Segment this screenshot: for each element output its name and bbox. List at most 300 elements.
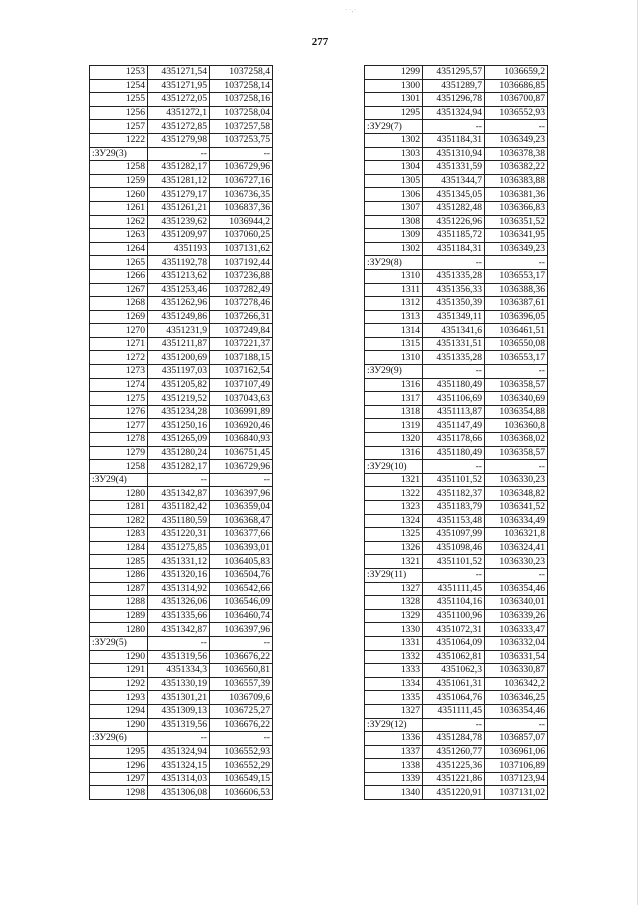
x-coordinate-cell: 4351282,17 bbox=[148, 161, 210, 175]
y-coordinate-cell: 1036727,16 bbox=[210, 174, 273, 188]
x-coordinate-cell: 4351282,17 bbox=[148, 460, 210, 474]
x-coordinate-cell: 4351282,48 bbox=[423, 201, 485, 215]
x-coordinate-cell: 4351331,59 bbox=[423, 161, 485, 175]
x-coordinate-cell: 4351279,17 bbox=[148, 188, 210, 202]
x-coordinate-cell: 4351319,56 bbox=[148, 650, 210, 664]
y-coordinate-cell: -- bbox=[210, 147, 273, 161]
x-coordinate-cell: -- bbox=[423, 568, 485, 582]
y-coordinate-cell: 1036944,2 bbox=[210, 215, 273, 229]
point-id-cell: 1263 bbox=[90, 229, 148, 243]
y-coordinate-cell: 1036340,01 bbox=[485, 596, 548, 610]
table-row bbox=[90, 555, 273, 569]
y-coordinate-cell: 1036751,45 bbox=[210, 446, 273, 460]
x-coordinate-cell: 4351272,1 bbox=[148, 106, 210, 120]
table-row bbox=[365, 473, 548, 487]
point-id-cell: 1293 bbox=[90, 691, 148, 705]
y-coordinate-cell: 1037282,49 bbox=[210, 283, 273, 297]
scan-edge-line bbox=[637, 0, 638, 905]
x-coordinate-cell: 4351061,31 bbox=[423, 677, 485, 691]
section-header-row bbox=[365, 256, 548, 270]
x-coordinate-cell: 4351330,19 bbox=[148, 677, 210, 691]
point-id-cell: 1340 bbox=[365, 786, 423, 800]
x-coordinate-cell: 4351272,05 bbox=[148, 93, 210, 107]
y-coordinate-cell: 1036920,46 bbox=[210, 419, 273, 433]
x-coordinate-cell: 4351335,28 bbox=[423, 269, 485, 283]
x-coordinate-cell: -- bbox=[423, 120, 485, 134]
point-id-cell: 1307 bbox=[365, 201, 423, 215]
point-id-cell: 1256 bbox=[90, 106, 148, 120]
y-coordinate-cell: 1037278,46 bbox=[210, 297, 273, 311]
y-coordinate-cell: -- bbox=[210, 636, 273, 650]
table-row bbox=[90, 215, 273, 229]
x-coordinate-cell: 4351205,82 bbox=[148, 378, 210, 392]
table-row bbox=[365, 229, 548, 243]
y-coordinate-cell: 1036397,96 bbox=[210, 623, 273, 637]
table-row bbox=[90, 772, 273, 786]
y-coordinate-cell: 1036324,41 bbox=[485, 541, 548, 555]
y-coordinate-cell: 1036334,49 bbox=[485, 514, 548, 528]
y-coordinate-cell: 1036729,96 bbox=[210, 161, 273, 175]
y-coordinate-cell: 1037258,4 bbox=[210, 66, 273, 80]
table-row bbox=[365, 283, 548, 297]
section-header-row bbox=[365, 365, 548, 379]
table-row bbox=[90, 365, 273, 379]
table-row bbox=[365, 691, 548, 705]
point-id-cell: 1295 bbox=[365, 106, 423, 120]
y-coordinate-cell: 1037107,49 bbox=[210, 378, 273, 392]
point-id-cell: :ЗУ29(5) bbox=[90, 636, 148, 650]
x-coordinate-cell: 4351185,72 bbox=[423, 229, 485, 243]
x-coordinate-cell: 4351220,91 bbox=[423, 786, 485, 800]
table-row bbox=[90, 79, 273, 93]
point-id-cell: 1222 bbox=[90, 133, 148, 147]
table-row bbox=[90, 297, 273, 311]
x-coordinate-cell: 4351250,16 bbox=[148, 419, 210, 433]
table-row bbox=[90, 174, 273, 188]
y-coordinate-cell: 1037236,88 bbox=[210, 269, 273, 283]
point-id-cell: 1299 bbox=[365, 66, 423, 80]
x-coordinate-cell: 4351097,99 bbox=[423, 528, 485, 542]
y-coordinate-cell: 1036368,47 bbox=[210, 514, 273, 528]
point-id-cell: 1302 bbox=[365, 242, 423, 256]
section-header-row bbox=[365, 718, 548, 732]
section-header-row bbox=[365, 460, 548, 474]
table-row bbox=[90, 433, 273, 447]
x-coordinate-cell: 4351225,36 bbox=[423, 759, 485, 773]
y-coordinate-cell: 1036368,02 bbox=[485, 433, 548, 447]
x-coordinate-cell: 4351349,11 bbox=[423, 310, 485, 324]
table-row bbox=[90, 93, 273, 107]
table-row bbox=[365, 310, 548, 324]
table-row bbox=[365, 419, 548, 433]
y-coordinate-cell: 1036729,96 bbox=[210, 460, 273, 474]
x-coordinate-cell: 4351180,49 bbox=[423, 378, 485, 392]
y-coordinate-cell: 1036348,82 bbox=[485, 487, 548, 501]
table-row bbox=[365, 174, 548, 188]
table-row bbox=[365, 623, 548, 637]
point-id-cell: 1310 bbox=[365, 269, 423, 283]
y-coordinate-cell: 1037258,04 bbox=[210, 106, 273, 120]
table-row bbox=[365, 188, 548, 202]
point-id-cell: 1321 bbox=[365, 473, 423, 487]
y-coordinate-cell: 1036659,2 bbox=[485, 66, 548, 80]
y-coordinate-cell: 1036388,36 bbox=[485, 283, 548, 297]
table-row bbox=[365, 745, 548, 759]
point-id-cell: 1258 bbox=[90, 161, 148, 175]
x-coordinate-cell: 4351101,52 bbox=[423, 473, 485, 487]
x-coordinate-cell: 4351324,94 bbox=[423, 106, 485, 120]
point-id-cell: 1334 bbox=[365, 677, 423, 691]
table-row bbox=[90, 188, 273, 202]
table-row bbox=[90, 514, 273, 528]
x-coordinate-cell: 4351231,9 bbox=[148, 324, 210, 338]
table-row bbox=[90, 759, 273, 773]
y-coordinate-cell: 1037106,89 bbox=[485, 759, 548, 773]
table-row bbox=[365, 201, 548, 215]
table-row bbox=[90, 786, 273, 800]
point-id-cell: 1311 bbox=[365, 283, 423, 297]
x-coordinate-cell: -- bbox=[148, 732, 210, 746]
y-coordinate-cell: 1036460,74 bbox=[210, 609, 273, 623]
y-coordinate-cell: 1036725,27 bbox=[210, 704, 273, 718]
point-id-cell: 1337 bbox=[365, 745, 423, 759]
x-coordinate-cell: 4351319,56 bbox=[148, 718, 210, 732]
x-coordinate-cell: 4351262,96 bbox=[148, 297, 210, 311]
table-row bbox=[365, 133, 548, 147]
point-id-cell: :ЗУ29(8) bbox=[365, 256, 423, 270]
table-row bbox=[90, 229, 273, 243]
x-coordinate-cell: 4351234,28 bbox=[148, 405, 210, 419]
table-row bbox=[90, 337, 273, 351]
y-coordinate-cell: 1037192,44 bbox=[210, 256, 273, 270]
point-id-cell: 1319 bbox=[365, 419, 423, 433]
table-row bbox=[365, 66, 548, 80]
y-coordinate-cell: 1036354,46 bbox=[485, 582, 548, 596]
table-row bbox=[90, 269, 273, 283]
table-row bbox=[90, 446, 273, 460]
y-coordinate-cell: 1036387,61 bbox=[485, 297, 548, 311]
x-coordinate-cell: 4351184,31 bbox=[423, 242, 485, 256]
x-coordinate-cell: 4351180,49 bbox=[423, 446, 485, 460]
point-id-cell: 1323 bbox=[365, 501, 423, 515]
point-id-cell: 1318 bbox=[365, 405, 423, 419]
table-row bbox=[90, 419, 273, 433]
point-id-cell: 1302 bbox=[365, 133, 423, 147]
point-id-cell: 1267 bbox=[90, 283, 148, 297]
y-coordinate-cell: 1036397,96 bbox=[210, 487, 273, 501]
section-header-row bbox=[90, 473, 273, 487]
y-coordinate-cell: -- bbox=[210, 732, 273, 746]
y-coordinate-cell: 1036549,15 bbox=[210, 772, 273, 786]
table-row bbox=[365, 487, 548, 501]
point-id-cell: 1277 bbox=[90, 419, 148, 433]
table-row bbox=[365, 732, 548, 746]
point-id-cell: 1280 bbox=[90, 487, 148, 501]
table-row bbox=[90, 133, 273, 147]
table-row bbox=[90, 120, 273, 134]
table-row bbox=[365, 772, 548, 786]
y-coordinate-cell: -- bbox=[485, 120, 548, 134]
point-id-cell: 1298 bbox=[90, 786, 148, 800]
point-id-cell: 1314 bbox=[365, 324, 423, 338]
point-id-cell: 1316 bbox=[365, 446, 423, 460]
y-coordinate-cell: 1036366,83 bbox=[485, 201, 548, 215]
y-coordinate-cell: 1036332,04 bbox=[485, 636, 548, 650]
y-coordinate-cell: 1037162,54 bbox=[210, 365, 273, 379]
x-coordinate-cell: 4351296,78 bbox=[423, 93, 485, 107]
point-id-cell: 1332 bbox=[365, 650, 423, 664]
point-id-cell: 1309 bbox=[365, 229, 423, 243]
point-id-cell: 1312 bbox=[365, 297, 423, 311]
y-coordinate-cell: 1036342,2 bbox=[485, 677, 548, 691]
section-header-row bbox=[365, 120, 548, 134]
table-row bbox=[90, 351, 273, 365]
point-id-cell: 1328 bbox=[365, 596, 423, 610]
point-id-cell: 1286 bbox=[90, 568, 148, 582]
coordinates-table-left bbox=[89, 65, 273, 800]
table-row bbox=[365, 392, 548, 406]
y-coordinate-cell: 1036961,06 bbox=[485, 745, 548, 759]
point-id-cell: 1285 bbox=[90, 555, 148, 569]
table-row bbox=[90, 528, 273, 542]
point-id-cell: 1306 bbox=[365, 188, 423, 202]
table-row bbox=[90, 745, 273, 759]
table-row bbox=[365, 337, 548, 351]
table-row bbox=[365, 650, 548, 664]
table-row bbox=[90, 677, 273, 691]
y-coordinate-cell: -- bbox=[485, 256, 548, 270]
y-coordinate-cell: 1036560,81 bbox=[210, 664, 273, 678]
point-id-cell: 1333 bbox=[365, 664, 423, 678]
x-coordinate-cell: 4351334,3 bbox=[148, 664, 210, 678]
x-coordinate-cell: 4351200,69 bbox=[148, 351, 210, 365]
point-id-cell: 1287 bbox=[90, 582, 148, 596]
table-row bbox=[90, 106, 273, 120]
x-coordinate-cell: 4351324,94 bbox=[148, 745, 210, 759]
point-id-cell: 1313 bbox=[365, 310, 423, 324]
point-id-cell: 1326 bbox=[365, 541, 423, 555]
y-coordinate-cell: 1036349,23 bbox=[485, 242, 548, 256]
table-row bbox=[90, 324, 273, 338]
point-id-cell: 1278 bbox=[90, 433, 148, 447]
point-id-cell: 1254 bbox=[90, 79, 148, 93]
point-id-cell: 1331 bbox=[365, 636, 423, 650]
x-coordinate-cell: 4351064,76 bbox=[423, 691, 485, 705]
point-id-cell: :ЗУ29(3) bbox=[90, 147, 148, 161]
x-coordinate-cell: 4351113,87 bbox=[423, 405, 485, 419]
point-id-cell: 1253 bbox=[90, 66, 148, 80]
point-id-cell: 1335 bbox=[365, 691, 423, 705]
point-id-cell: 1268 bbox=[90, 297, 148, 311]
point-id-cell: 1273 bbox=[90, 365, 148, 379]
table-row bbox=[365, 446, 548, 460]
point-id-cell: :ЗУ29(12) bbox=[365, 718, 423, 732]
y-coordinate-cell: 1036393,01 bbox=[210, 541, 273, 555]
x-coordinate-cell: -- bbox=[423, 460, 485, 474]
point-id-cell: 1305 bbox=[365, 174, 423, 188]
table-row bbox=[365, 501, 548, 515]
point-id-cell: 1321 bbox=[365, 555, 423, 569]
point-id-cell: :ЗУ29(11) bbox=[365, 568, 423, 582]
table-row bbox=[90, 582, 273, 596]
y-coordinate-cell: 1036552,29 bbox=[210, 759, 273, 773]
x-coordinate-cell: 4351335,66 bbox=[148, 609, 210, 623]
y-coordinate-cell: 1037258,14 bbox=[210, 79, 273, 93]
section-header-row bbox=[90, 147, 273, 161]
x-coordinate-cell: 4351342,87 bbox=[148, 623, 210, 637]
y-coordinate-cell: 1036358,57 bbox=[485, 378, 548, 392]
scan-marks: · ·‚· bbox=[345, 6, 357, 14]
point-id-cell: 1329 bbox=[365, 609, 423, 623]
y-coordinate-cell: 1036378,38 bbox=[485, 147, 548, 161]
point-id-cell: 1262 bbox=[90, 215, 148, 229]
x-coordinate-cell: 4351193 bbox=[148, 242, 210, 256]
y-coordinate-cell: 1036359,04 bbox=[210, 501, 273, 515]
table-row bbox=[365, 433, 548, 447]
y-coordinate-cell: 1036396,05 bbox=[485, 310, 548, 324]
table-row bbox=[365, 215, 548, 229]
table-row bbox=[365, 759, 548, 773]
x-coordinate-cell: 4351100,96 bbox=[423, 609, 485, 623]
y-coordinate-cell: 1036377,66 bbox=[210, 528, 273, 542]
y-coordinate-cell: 1036991,89 bbox=[210, 405, 273, 419]
x-coordinate-cell: -- bbox=[423, 365, 485, 379]
y-coordinate-cell: 1037043,63 bbox=[210, 392, 273, 406]
y-coordinate-cell: 1037257,58 bbox=[210, 120, 273, 134]
x-coordinate-cell: 4351098,46 bbox=[423, 541, 485, 555]
y-coordinate-cell: -- bbox=[485, 460, 548, 474]
point-id-cell: 1324 bbox=[365, 514, 423, 528]
table-row bbox=[365, 786, 548, 800]
x-coordinate-cell: 4351072,31 bbox=[423, 623, 485, 637]
y-coordinate-cell: 1036736,35 bbox=[210, 188, 273, 202]
table-row bbox=[365, 528, 548, 542]
y-coordinate-cell: 1036552,93 bbox=[485, 106, 548, 120]
x-coordinate-cell: 4351062,3 bbox=[423, 664, 485, 678]
table-row bbox=[365, 378, 548, 392]
x-coordinate-cell: 4351272,85 bbox=[148, 120, 210, 134]
point-id-cell: 1327 bbox=[365, 704, 423, 718]
x-coordinate-cell: 4351356,33 bbox=[423, 283, 485, 297]
x-coordinate-cell: 4351101,52 bbox=[423, 555, 485, 569]
point-id-cell: 1257 bbox=[90, 120, 148, 134]
point-id-cell: 1339 bbox=[365, 772, 423, 786]
section-header-row bbox=[365, 568, 548, 582]
y-coordinate-cell: 1037258,16 bbox=[210, 93, 273, 107]
table-row bbox=[90, 460, 273, 474]
y-coordinate-cell: 1036837,36 bbox=[210, 201, 273, 215]
x-coordinate-cell: 4351265,09 bbox=[148, 433, 210, 447]
y-coordinate-cell: 1036709,6 bbox=[210, 691, 273, 705]
x-coordinate-cell: -- bbox=[423, 256, 485, 270]
x-coordinate-cell: 4351260,77 bbox=[423, 745, 485, 759]
point-id-cell: 1308 bbox=[365, 215, 423, 229]
y-coordinate-cell: 1036700,87 bbox=[485, 93, 548, 107]
y-coordinate-cell: 1036504,76 bbox=[210, 568, 273, 582]
y-coordinate-cell: 1036553,17 bbox=[485, 269, 548, 283]
section-header-row bbox=[90, 732, 273, 746]
point-id-cell: 1270 bbox=[90, 324, 148, 338]
point-id-cell: 1272 bbox=[90, 351, 148, 365]
y-coordinate-cell: 1037188,15 bbox=[210, 351, 273, 365]
x-coordinate-cell: 4351271,95 bbox=[148, 79, 210, 93]
y-coordinate-cell: -- bbox=[210, 473, 273, 487]
point-id-cell: 1320 bbox=[365, 433, 423, 447]
point-id-cell: 1283 bbox=[90, 528, 148, 542]
x-coordinate-cell: 4351192,78 bbox=[148, 256, 210, 270]
point-id-cell: 1296 bbox=[90, 759, 148, 773]
y-coordinate-cell: -- bbox=[485, 718, 548, 732]
x-coordinate-cell: 4351147,49 bbox=[423, 419, 485, 433]
point-id-cell: 1274 bbox=[90, 378, 148, 392]
point-id-cell: 1266 bbox=[90, 269, 148, 283]
x-coordinate-cell: 4351184,31 bbox=[423, 133, 485, 147]
y-coordinate-cell: 1036461,51 bbox=[485, 324, 548, 338]
table-row bbox=[365, 582, 548, 596]
y-coordinate-cell: 1036676,22 bbox=[210, 718, 273, 732]
point-id-cell: 1300 bbox=[365, 79, 423, 93]
table-row bbox=[90, 283, 273, 297]
table-row bbox=[365, 596, 548, 610]
y-coordinate-cell: 1037060,25 bbox=[210, 229, 273, 243]
point-id-cell: 1281 bbox=[90, 501, 148, 515]
table-row bbox=[365, 269, 548, 283]
x-coordinate-cell: 4351310,94 bbox=[423, 147, 485, 161]
x-coordinate-cell: 4351111,45 bbox=[423, 582, 485, 596]
x-coordinate-cell: 4351253,46 bbox=[148, 283, 210, 297]
y-coordinate-cell: 1036546,09 bbox=[210, 596, 273, 610]
point-id-cell: 1292 bbox=[90, 677, 148, 691]
point-id-cell: 1316 bbox=[365, 378, 423, 392]
y-coordinate-cell: 1036840,93 bbox=[210, 433, 273, 447]
x-coordinate-cell: 4351213,62 bbox=[148, 269, 210, 283]
x-coordinate-cell: 4351062,81 bbox=[423, 650, 485, 664]
x-coordinate-cell: 4351326,06 bbox=[148, 596, 210, 610]
point-id-cell: 1265 bbox=[90, 256, 148, 270]
table-row bbox=[365, 514, 548, 528]
point-id-cell: 1303 bbox=[365, 147, 423, 161]
table-row bbox=[90, 161, 273, 175]
point-id-cell: :ЗУ29(7) bbox=[365, 120, 423, 134]
x-coordinate-cell: 4351341,6 bbox=[423, 324, 485, 338]
y-coordinate-cell: 1036349,23 bbox=[485, 133, 548, 147]
point-id-cell: 1260 bbox=[90, 188, 148, 202]
table-row bbox=[90, 568, 273, 582]
x-coordinate-cell: 4351345,05 bbox=[423, 188, 485, 202]
y-coordinate-cell: 1036331,54 bbox=[485, 650, 548, 664]
x-coordinate-cell: 4351064,09 bbox=[423, 636, 485, 650]
page-number: 277 bbox=[311, 36, 329, 48]
x-coordinate-cell: 4351314,03 bbox=[148, 772, 210, 786]
x-coordinate-cell: 4351221,86 bbox=[423, 772, 485, 786]
table-row bbox=[90, 541, 273, 555]
table-row bbox=[365, 324, 548, 338]
point-id-cell: 1280 bbox=[90, 623, 148, 637]
point-id-cell: 1327 bbox=[365, 582, 423, 596]
y-coordinate-cell: 1036358,57 bbox=[485, 446, 548, 460]
x-coordinate-cell: 4351197,03 bbox=[148, 365, 210, 379]
y-coordinate-cell: 1036330,87 bbox=[485, 664, 548, 678]
y-coordinate-cell: 1036330,23 bbox=[485, 555, 548, 569]
x-coordinate-cell: 4351182,42 bbox=[148, 501, 210, 515]
y-coordinate-cell: 1036676,22 bbox=[210, 650, 273, 664]
y-coordinate-cell: 1036550,08 bbox=[485, 337, 548, 351]
x-coordinate-cell: 4351182,37 bbox=[423, 487, 485, 501]
point-id-cell: :ЗУ29(6) bbox=[90, 732, 148, 746]
point-id-cell: 1338 bbox=[365, 759, 423, 773]
x-coordinate-cell: 4351280,24 bbox=[148, 446, 210, 460]
y-coordinate-cell: 1036321,8 bbox=[485, 528, 548, 542]
